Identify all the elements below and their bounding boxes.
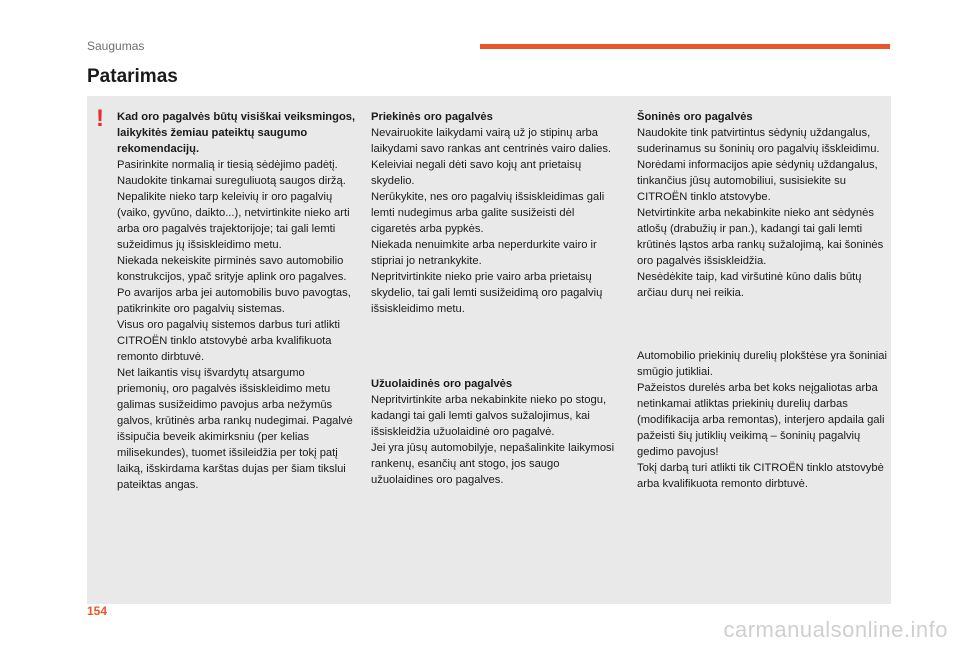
door-sensors-advice (637, 348, 887, 492)
advice-line: Visus oro pagalvių sistemos darbus turi atlikti CITROËN tinklo atstovybė arba kvalifikuota remonto dirbtuvė. (117, 319, 341, 363)
advice-line: Automobilio priekinių durelių plokštėse yra šoniniai smūgio jutikliai. (637, 350, 887, 378)
advice-line: Naudokite tink patvirtintus sėdynių uždangalus, suderinamus su šoninių oro pagalvių išskleidimu. Norėdami informacijos apie sėdynių uždangalus, tinkančius jūsų automobiliui, susisiekite su CITROËN tinklo atstovybe. (637, 127, 880, 203)
header-accent-bar (480, 44, 890, 49)
advice-line: Nerūkykite, nes oro pagalvių išsiskleidimas gali lemti nudegimus arba galite susižeisti dėl cigaretės arba pypkės. (371, 191, 605, 235)
front-airbags-advice (371, 109, 621, 317)
advice-line: Pažeistos durelės arba bet koks neįgaliotas arba netinkamai atliktas priekinių durelių darbas (modifikacija arba remontas), interjero apdaila gali pažeisti šių jutiklių veikimą – šoninių pagalvių gedimo pavojus! (637, 382, 885, 458)
curtain-airbags-heading: Užuolaidinės oro pagalvės (371, 378, 513, 390)
page-number: 154 (87, 604, 108, 618)
watermark: carmanualsonline.info (723, 617, 948, 642)
exclamation-warning-icon: ! (96, 105, 104, 132)
advice-line: Net laikantis visų išvardytų atsargumo priemonių, oro pagalvės išsiskleidimo metu galimas susižeidimo pavojus arba nežymūs galvos, krūtinės arba rankų nudegimai. Pagalvė išsipučia beveik akimirksniu (per kelias milisekundes), tuomet išsileidžia per tokį patį laiką, išskirdama karštas dujas per šiam tikslui pateiktas angas. (117, 367, 353, 491)
advice-line: Nepalikite nieko tarp keleivių ir oro pagalvių (vaiko, gyvūno, daikto...), netvirtinkite nieko arti arba oro pagalvės trajektorijoje; tai gali lemti sužeidimus jų išsiskleidimo metu. (117, 191, 350, 251)
front-airbags-heading: Priekinės oro pagalvės (371, 111, 493, 123)
advice-line: Nepritvirtinkite nieko prie vairo arba prietaisų skydelio, tai gali lemti susižeidimą oro pagalvių išsiskleidimo metu. (371, 271, 603, 315)
advice-line: Keleiviai negali dėti savo kojų ant prietaisų skydelio. (371, 159, 582, 187)
general-airbag-advice (117, 109, 357, 493)
curtain-airbags-advice (371, 376, 621, 488)
advice-line: Tokį darbą turi atlikti tik CITROËN tinklo atstovybė arba kvalifikuota remonto dirbtuvė. (637, 462, 884, 490)
page-title: Patarimas (87, 66, 178, 87)
advice-line: Pasirinkite normalią ir tiesią sėdėjimo padėtį. (117, 159, 338, 171)
advice-line: Po avarijos arba jei automobilis buvo pavogtas, patikrinkite oro pagalvių sistemas. (117, 287, 351, 315)
side-airbags-advice (637, 109, 887, 301)
advice-line: Netvirtinkite arba nekabinkite nieko ant sėdynės atlošų (drabužių ir pan.), kadangi tai gali lemti krūtinės ląstos arba rankų sužalojimą, kai šoninės oro pagalvės išsiskleidžia. (637, 207, 884, 267)
advice-line: Nesėdėkite taip, kad viršutinė kūno dalis būtų arčiau durų nei reikia. (637, 271, 862, 299)
section-label: Saugumas (87, 39, 145, 53)
advice-line: Nevairuokite laikydami vairą už jo stipinų arba laikydami savo rankas ant centrinės vairo dalies. (371, 127, 612, 155)
advice-line: Nepritvirtinkite arba nekabinkite nieko po stogu, kadangi tai gali lemti galvos sužalojimus, kai išsiskleidžia užuolaidinė oro pagalvė. (371, 394, 607, 438)
side-airbags-heading: Šoninės oro pagalvės (637, 111, 753, 123)
general-advice-heading: Kad oro pagalvės būtų visiškai veiksmingos, laikykitės žemiau pateiktų saugumo rekomendacijų. (117, 111, 356, 155)
advice-line: Naudokite tinkamai sureguliuotą saugos diržą. (117, 175, 346, 187)
advice-line: Jei yra jūsų automobilyje, nepašalinkite laikymosi rankenų, esančių ant stogo, jos saugo užuolaidines oro pagalves. (371, 442, 615, 486)
advice-line: Niekada nekeiskite pirminės savo automobilio konstrukcijos, ypač srityje aplink oro pagalves. (117, 255, 347, 283)
advice-line: Niekada nenuimkite arba neperdurkite vairo ir stipriai jo netrankykite. (371, 239, 597, 267)
